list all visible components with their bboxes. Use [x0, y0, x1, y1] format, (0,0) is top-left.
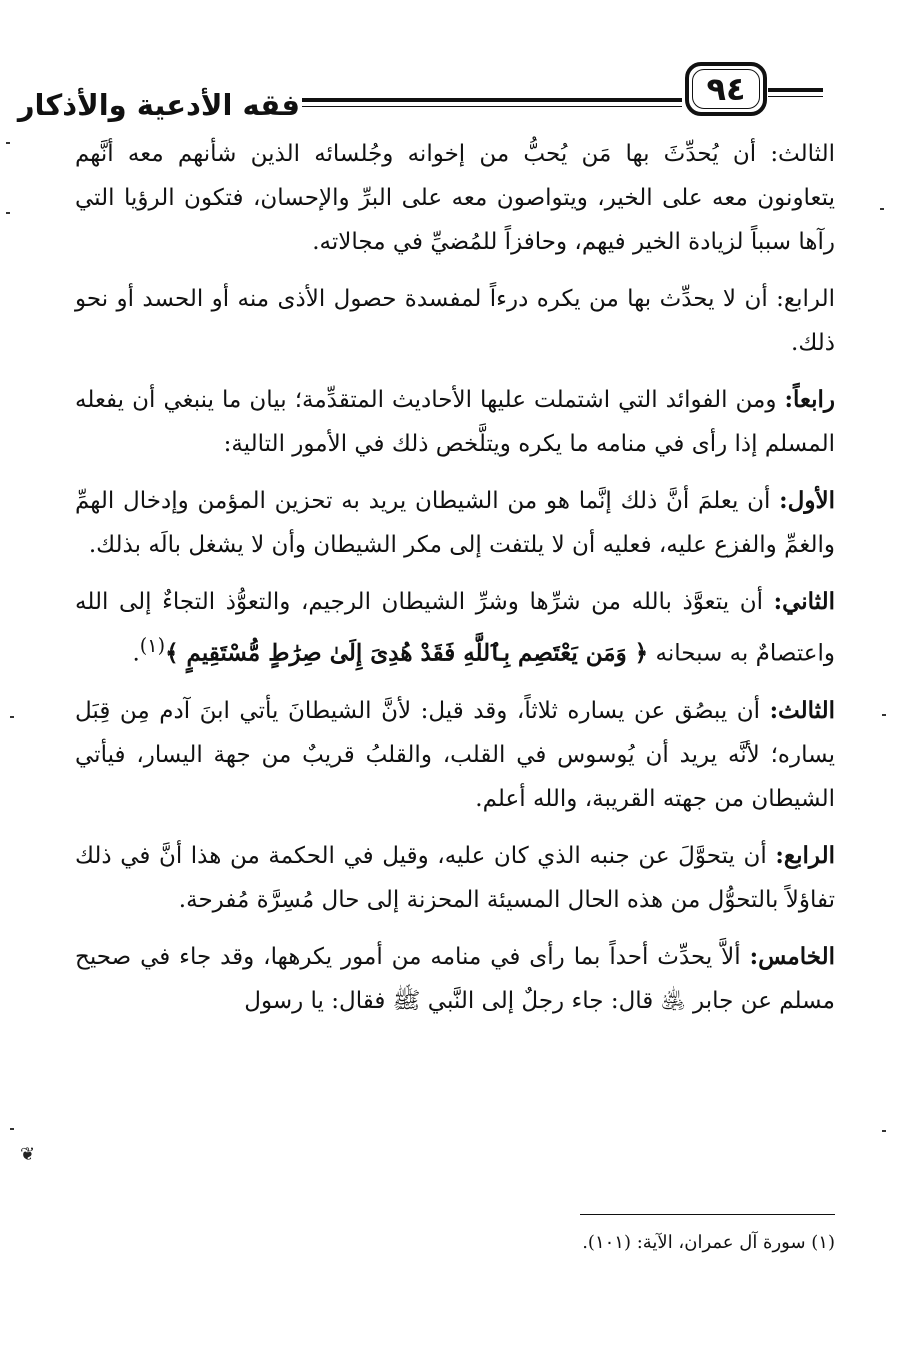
page-number-box — [685, 62, 767, 116]
paragraph-lead: رابعاً: — [784, 386, 835, 413]
paragraph-text: أن يتعوَّذ بالله من شرِّها وشرِّ الشيطان الرجيم، والتعوُّذ التجاءٌ إلى الله واعتصامٌ به سبحانه — [75, 589, 835, 667]
paragraph-fourth — [75, 834, 835, 922]
paragraph-end: . — [132, 640, 140, 667]
header-rule-right — [768, 88, 823, 92]
paragraph-text: أن يتحوَّلَ عن جنبه الذي كان عليه، وقيل في الحكمة من هذا أنَّ في ذلك تفاؤلاً بالتحوُّل من هذه الحال المسيئة المحزنة إلى حال مُسِرَّة مُفرحة. — [75, 842, 835, 913]
scan-mark — [6, 212, 10, 214]
paragraph-text: أن يُحدِّثَ بها مَن يُحبُّ من إخوانه وجُلسائه الذين شأنهم معه أنَّهم يتعاونون معه على الخير، ويتواصون معه على البرِّ والإحسان، فتكون الرؤيا التي رآها سبباً لزيادة الخير فيهم، وحافزاً للمُضيِّ في مجالاته. — [75, 141, 835, 255]
paragraph-text: أن يعلمَ أنَّ ذلك إنَّما هو من الشيطان يريد به تحزين المؤمن وإدخال الهمِّ والغمِّ والفزع عليه، فعليه أن لا يلتفت إلى مكر الشيطان وأن لا يشغل بالَه بذلك. — [75, 488, 835, 558]
footnote: (١) سورة آل عمران، الآية: (١٠١). — [582, 1232, 835, 1253]
paragraph-lead: الرابع: — [776, 286, 835, 312]
paragraph-text: أن لا يحدِّث بها من يكره درءاً لمفسدة حصول الأذى منه أو الحسد أو نحو ذلك. — [75, 286, 835, 356]
running-title: فقه الأدعية والأذكار — [17, 88, 300, 122]
paragraph-fifth — [75, 935, 835, 1023]
page-header — [17, 60, 830, 135]
paragraph-text: أن يبصُق عن يساره ثلاثاً، وقد قيل: لأنَّ الشيطانَ يأتي ابنَ آدم مِن قِبَل يساره؛ لأنَّه يريد أن يُوسوس في القلب، والقلبُ قريبٌ من جهة اليسار، فيأتي الشيطان من جهته القريبة، والله أعلم. — [75, 697, 835, 812]
scan-mark — [10, 1128, 14, 1130]
paragraph-first — [75, 479, 835, 567]
paragraph-lead: الرابع: — [775, 841, 835, 869]
scan-mark — [882, 1130, 886, 1132]
scan-mark — [6, 142, 10, 144]
paragraph-text: ومن الفوائد التي اشتملت عليها الأحاديث المتقدِّمة؛ بيان ما ينبغي أن يفعله المسلم إذا رأى في منامه ما يكره ويتلَّخص ذلك في الأمور التالية: — [75, 387, 835, 457]
page-number: ٩٤ — [706, 70, 746, 108]
paragraph-lead: الثاني: — [773, 588, 835, 615]
footnote-separator — [580, 1214, 835, 1215]
paragraph-text: ألاَّ يحدِّث أحداً بما رأى في منامه من أمور يكرهها، وقد جاء في صحيح مسلم عن جابر ﵁ قال: جاء رجلٌ إلى النَّبي ﷺ فقال: يا رسول — [75, 943, 835, 1014]
header-rule-left-thin — [302, 106, 682, 107]
footnote-marker: (١) — [139, 634, 166, 657]
paragraph-fourthly — [75, 378, 835, 466]
paragraph-lead: الثالث: — [769, 696, 835, 724]
quran-verse: ﴿ وَمَن يَعْتَصِم بِٱللَّهِ فَقَدْ هُدِىَ إِلَىٰ صِرَٰطٍ مُّسْتَقِيمٍ ﴾ — [165, 639, 649, 667]
paragraph-lead: الخامس: — [749, 942, 835, 970]
header-rule-left — [302, 98, 682, 102]
header-rule-right-thin — [768, 96, 823, 97]
paragraph-fourth-telling — [75, 277, 835, 365]
scan-mark — [882, 714, 886, 716]
paragraph-third — [75, 689, 835, 821]
paragraph-third-telling — [75, 132, 835, 264]
scan-mark — [10, 716, 14, 718]
scan-mark — [880, 208, 884, 210]
paragraph-lead: الأول: — [779, 487, 835, 514]
paragraph-second — [75, 580, 835, 676]
main-text — [75, 132, 835, 1036]
paragraph-lead: الثالث: — [770, 141, 835, 167]
margin-ornament-icon: ❦ — [20, 1144, 36, 1165]
